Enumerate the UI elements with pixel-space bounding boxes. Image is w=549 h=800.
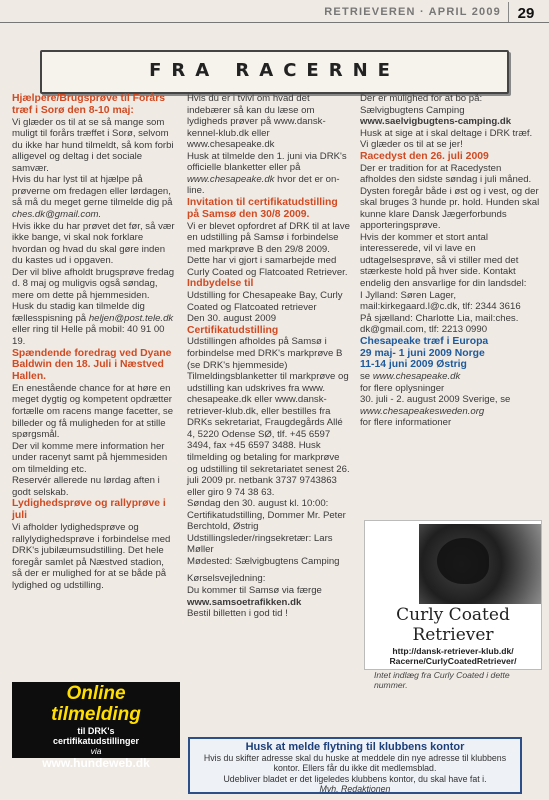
paragraph: Hvis der kommer et stort antal interesserede, vil vi lave en udtagelsesprøve, så vi stiller med det stærkeste hold på hver side. Kontakt endelig den ansvarlige for din landsdel:: [360, 231, 527, 289]
paragraph: Mødested: Sælvigbugtens Camping: [187, 555, 340, 567]
paragraph: Vi glæder os til at se jer!: [360, 139, 463, 151]
notice-body-2: Udebliver bladet er det ligeledes klubbens kontor, du skal have fat i.: [223, 773, 487, 784]
paragraph: På sjælland: Charlotte Lia, mail:ches. dk@gmail.com, tlf: 2213 0990: [360, 312, 519, 336]
column-2: [187, 93, 352, 620]
text: hvor det er on-line.: [187, 173, 340, 197]
paragraph: Udstilling for Chesapeake Bay, Curly Coated og Flatcoated retriever: [187, 290, 343, 313]
paragraph: [12, 301, 175, 347]
paragraph: for flere informationer: [360, 417, 452, 429]
running-head: RETRIEVEREN · APRIL 2009: [324, 6, 501, 18]
online-registration-box[interactable]: [12, 682, 180, 770]
paragraph: Vi glæder os til at se så mange som muligt til forårs træffet i Sorø, selvom du ikke har hund tilmeldt, så kom forbi alligevel og deltag i det sociale samvær.: [12, 116, 174, 174]
column-3: [360, 93, 540, 429]
heading-lecture: Spændende foredrag ved Dyane Baldwin den 18. Juli i Næstved Hallen.: [12, 347, 172, 383]
paragraph: Husk at sige at i skal deltage i DRK træf.: [360, 127, 533, 139]
paragraph: Udstillingen afholdes på Samsø i forbindelse med DRK's markprøve B (se DRK's hjemmeside): [187, 336, 343, 371]
heading-chesapeake-europe: Chesapeake træf i Europa: [360, 335, 489, 347]
heading-certificate-show: Certifikatudstilling: [187, 324, 279, 336]
online-sub-line2: certifikatudstillinger: [52, 736, 140, 746]
paragraph: Der er tradition for at Racedysten afholdes den sidste søndag i juli måned. Dysten foregår både i øst og i vest, og der skal bruges 3 hunde pr. hold. Hunden skal kunne klare Dansk Jægerforbunds apporteringsprøve.: [360, 162, 540, 232]
notice-body-1: Hvis du skifter adresse skal du huske at meddele din nye adresse til klubbens kontor. Ellers får du ikke dit medlemsblad.: [203, 753, 507, 774]
paragraph: Hvis ikke du har prøvet det før, så vær ikke bange, vi skal nok forklare hvordan og hvad du skal gøre inden du kastes ud i opgaven.: [12, 220, 175, 267]
column-1: [12, 93, 175, 591]
online-url[interactable]: www.hundeweb.dk: [42, 756, 150, 770]
paragraph: [12, 174, 175, 220]
section-title-band: [40, 50, 509, 94]
heading-invitation: Invitation til certifikatudstilling på Samsø den 30/8 2009.: [187, 196, 338, 220]
ferry-link[interactable]: www.samsoetrafikken.dk: [187, 596, 302, 608]
email-link[interactable]: heljen@post.tele.dk: [88, 312, 174, 324]
paragraph: Der vil blive afholdt brugsprøve fredag d. 8 maj og muligvis også søndag, mere om dette på hjemmesiden.: [12, 266, 175, 301]
email-link[interactable]: ches.dk@gmail.com.: [12, 208, 102, 220]
paragraph: Tilmeldingsblanketter til markprøve og udstilling kan udskrives fra www. chesapeake.dk eller www.dansk-retriever-klub.dk, eller bestilles fra DRKs sekretariat, Fraugdegårds Allé 4, 5220 Odense SØ, tlf. +45 6597 3494, fax +45 6597 3488. Husk tilmelding og betaling for markprøve og udstilling til sekretariatet senest 26. juli 2009 pr. netbank 3737 9743863 eller giro 9 74 38 63.: [187, 371, 350, 498]
paragraph: Søndag den 30. august kl. 10:00: Certifikatudstilling, Dommer Mr. Peter Berchtold, Østrig: [187, 498, 346, 533]
heading-helpers-sorø: Hjælpere/Brugsprøve til Forårs træf i Sorø den 8-10 maj:: [12, 93, 166, 116]
section-title: FRA RACERNE: [149, 60, 400, 81]
paragraph: [360, 371, 540, 383]
paragraph: Kørselsvejledning:: [187, 573, 266, 585]
web-link[interactable]: www.chesapeake.dk: [372, 371, 461, 383]
heading-obedience: Lydighedsprøve og rallyprøve i juli: [12, 498, 166, 522]
web-link-sweden[interactable]: www.chesapeakesweden.org: [360, 405, 485, 417]
paragraph: Dette har vi gjort i samarbejde med Curly Coated og Flatcoated Retriever.: [187, 255, 348, 278]
paragraph: Du kommer til Samsø via færge: [187, 584, 322, 596]
web-link[interactable]: www.chesapeake.dk: [187, 173, 275, 185]
ad-breed-name-line2: Retriever: [412, 625, 494, 645]
online-sub-line1: til DRK's: [77, 726, 115, 736]
paragraph: Udstillingsleder/ringsekretær: Lars Møller: [187, 532, 333, 556]
text: se: [360, 371, 371, 383]
paragraph: Vi afholder lydighedsprøve og rallylydighedsprøve i forbindelse med DRK's jubilæumsudstilling. Det hele foregår samlet på Næstved stadion, så der er mulighed for at se både på lydighed og udstilling.: [12, 521, 171, 591]
paragraph: Hvis du er i tvivl om hvad det indebærer så kan du læse om lydigheds prøver på www.dansk-kennel-klub.dk eller www.chesapeake.dk: [187, 93, 326, 151]
online-title-line2: tilmelding: [51, 704, 141, 725]
moving-notice-box: [188, 737, 522, 794]
paragraph: Der er mulighed for at bo på:: [360, 93, 483, 104]
ad-caption: Intet indlæg fra Curly Coated i dette nummer.: [374, 670, 510, 690]
paragraph: Den 30. august 2009: [187, 313, 277, 325]
text: Hvis du har lyst til at hjælpe på prøverne om fredagen eller lørdagen, så må du meget gerne tilmelde dig på: [12, 174, 173, 209]
paragraph: I Jylland: Søren Lager, mail:kirkegaard.l@c.dk, tlf: 2344 3616: [360, 289, 521, 313]
paragraph: Vi er blevet opfordret af DRK til at lave en udstilling på Samsø i forbindelse med markprøve B den 29/8 2009.: [187, 220, 350, 255]
heading-indbydelse: Indbydelse til: [187, 278, 254, 290]
online-via: via: [90, 746, 102, 756]
notice-signature: Mvh. Redaktionen: [319, 784, 391, 795]
event-date-austria: 11-14 juni 2009 Østrig: [360, 359, 467, 371]
ad-breed-name-line1: Curly Coated: [396, 605, 510, 625]
paragraph: [187, 151, 352, 197]
page-number: 29: [517, 5, 535, 22]
heading-racedyst: Racedyst den 26. juli 2009: [360, 150, 489, 162]
notice-title: Husk at melde flytning til klubbens kontor: [245, 741, 465, 753]
header-rule: [0, 22, 549, 23]
event-date-norway: 29 maj- 1 juni 2009 Norge: [360, 347, 485, 359]
paragraph: Reservér allerede nu lørdag aften i godt selskab.: [12, 475, 160, 498]
text: Husk at tilmelde den 1. juni via DRK's officielle blanketter eller på: [187, 150, 347, 174]
paragraph: Der vil komme mere information her under racenyt samt på hjemmesiden om tilmelding etc.: [12, 440, 168, 475]
ad-link-line2: Racerne/CurlyCoatedRetriever/: [389, 656, 517, 666]
paragraph: for flere oplysninger: [360, 382, 445, 394]
ad-link[interactable]: [365, 646, 541, 666]
paragraph: En enestående chance for at høre en meget dygtig og kompetent opdrætter fortælle om racens mange facetter, se billeder og få muligheden for at stille spørgsmål.: [12, 382, 174, 441]
text: eller ring til Helle på mobil: 40 91 00 19.: [12, 324, 165, 347]
dog-photo: [419, 524, 541, 604]
paragraph: Bestil billetten i god tid !: [187, 608, 288, 620]
online-title-line1: Online: [66, 683, 126, 704]
curly-coated-ad[interactable]: [364, 520, 542, 670]
text: Husk du stadig kan tilmelde dig fællesspisning på: [12, 301, 145, 324]
paragraph: 30. juli - 2. august 2009 Sverige, se: [360, 394, 511, 406]
paragraph: Sælvigbugtens Camping: [360, 104, 465, 116]
ad-link-line1: http://dansk-retriever-klub.dk/: [392, 646, 514, 656]
camping-link[interactable]: www.saelvigbugtens-camping.dk: [360, 116, 512, 128]
